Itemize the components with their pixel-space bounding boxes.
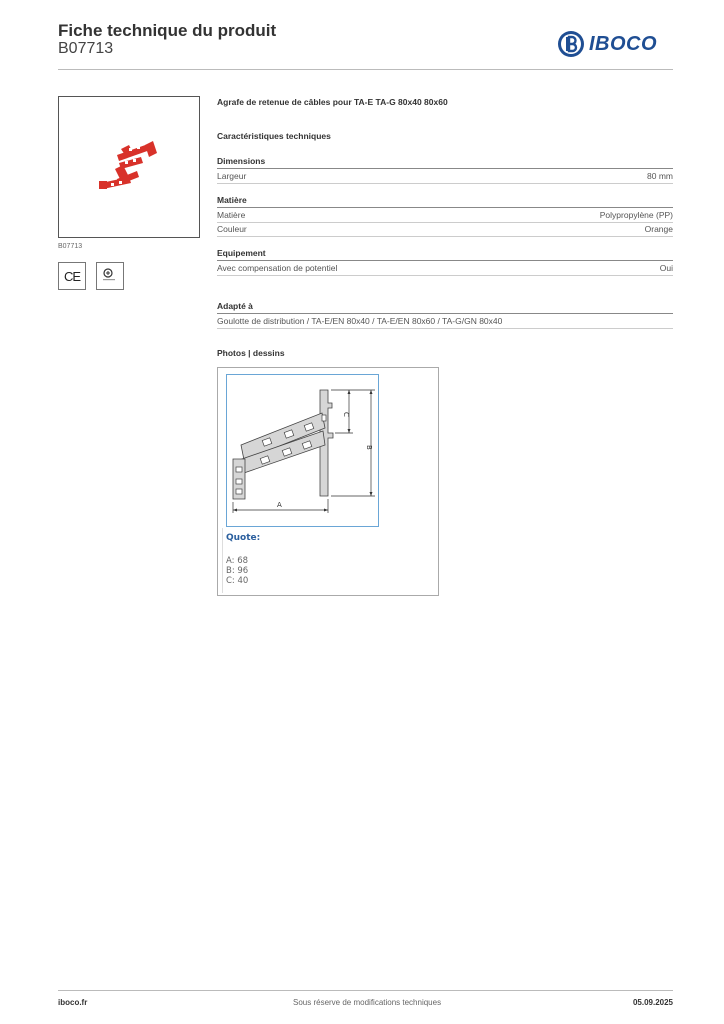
image-caption: B07713 xyxy=(58,243,83,250)
footer-note: Sous réserve de modifications techniques xyxy=(293,998,442,1007)
quote-b: B: 96 xyxy=(226,566,249,576)
spec-value: Orange xyxy=(644,224,673,234)
row-divider xyxy=(217,222,673,223)
section-equipement-heading: Equipement xyxy=(217,248,266,258)
footer-divider xyxy=(58,990,673,991)
row-divider xyxy=(217,183,673,184)
technical-drawing xyxy=(217,367,439,596)
product-image xyxy=(58,96,200,238)
spec-row-matiere xyxy=(217,210,673,220)
spec-label: Matière xyxy=(217,210,246,220)
spec-value: Oui xyxy=(659,263,673,273)
product-description: Agrafe de retenue de câbles pour TA-E TA-G 80x40 80x60 xyxy=(217,97,448,107)
dimension-label-b: B xyxy=(365,445,373,450)
section-divider xyxy=(217,168,673,169)
quote-a: A: 68 xyxy=(226,556,249,566)
section-adapte-heading: Adapté à xyxy=(217,301,253,311)
spec-row-largeur xyxy=(217,171,673,181)
quote-title: Quote: xyxy=(226,533,261,543)
quote-c: C: 40 xyxy=(226,576,249,586)
tech-specs-heading: Caractéristiques techniques xyxy=(217,131,331,141)
section-matiere-heading: Matière xyxy=(217,195,247,205)
drawing-frame xyxy=(226,374,379,527)
footer-site: iboco.fr xyxy=(58,998,88,1007)
spec-label: Goulotte de distribution / TA-E/EN 80x40 / TA-E/EN 80x60 / TA-G/GN 80x40 xyxy=(217,316,503,326)
section-divider xyxy=(217,207,673,208)
dimension-label-a: A xyxy=(277,501,282,509)
quote-divider xyxy=(222,528,223,593)
product-code: B07713 xyxy=(58,40,114,57)
spec-value: Polypropylène (PP) xyxy=(599,210,673,220)
logo-text: IBOCO xyxy=(589,32,658,55)
certification-badge-icon xyxy=(96,262,124,290)
footer-date: 05.09.2025 xyxy=(632,998,673,1007)
section-divider xyxy=(217,313,673,314)
ce-mark-icon: CE xyxy=(58,262,86,290)
brand-logo xyxy=(557,30,657,58)
page-title: Fiche technique du produit xyxy=(58,21,277,40)
row-divider xyxy=(217,275,673,276)
spec-label: Couleur xyxy=(217,224,247,234)
spec-label: Avec compensation de potentiel xyxy=(217,263,338,273)
row-divider xyxy=(217,328,673,329)
spec-row-compensation xyxy=(217,263,673,273)
section-divider xyxy=(217,260,673,261)
header-divider xyxy=(58,69,673,70)
clip-photo xyxy=(59,97,199,237)
dimension-label-c: C xyxy=(342,412,350,417)
clip-dimension-drawing xyxy=(227,375,378,526)
spec-row-compatibility xyxy=(217,316,673,326)
row-divider xyxy=(217,236,673,237)
spec-label: Largeur xyxy=(217,171,247,181)
iboco-logo-icon xyxy=(557,30,585,58)
photos-heading: Photos | dessins xyxy=(217,348,285,358)
spec-row-couleur xyxy=(217,224,673,234)
spec-value: 80 mm xyxy=(647,171,673,181)
section-dimensions-heading: Dimensions xyxy=(217,156,266,166)
